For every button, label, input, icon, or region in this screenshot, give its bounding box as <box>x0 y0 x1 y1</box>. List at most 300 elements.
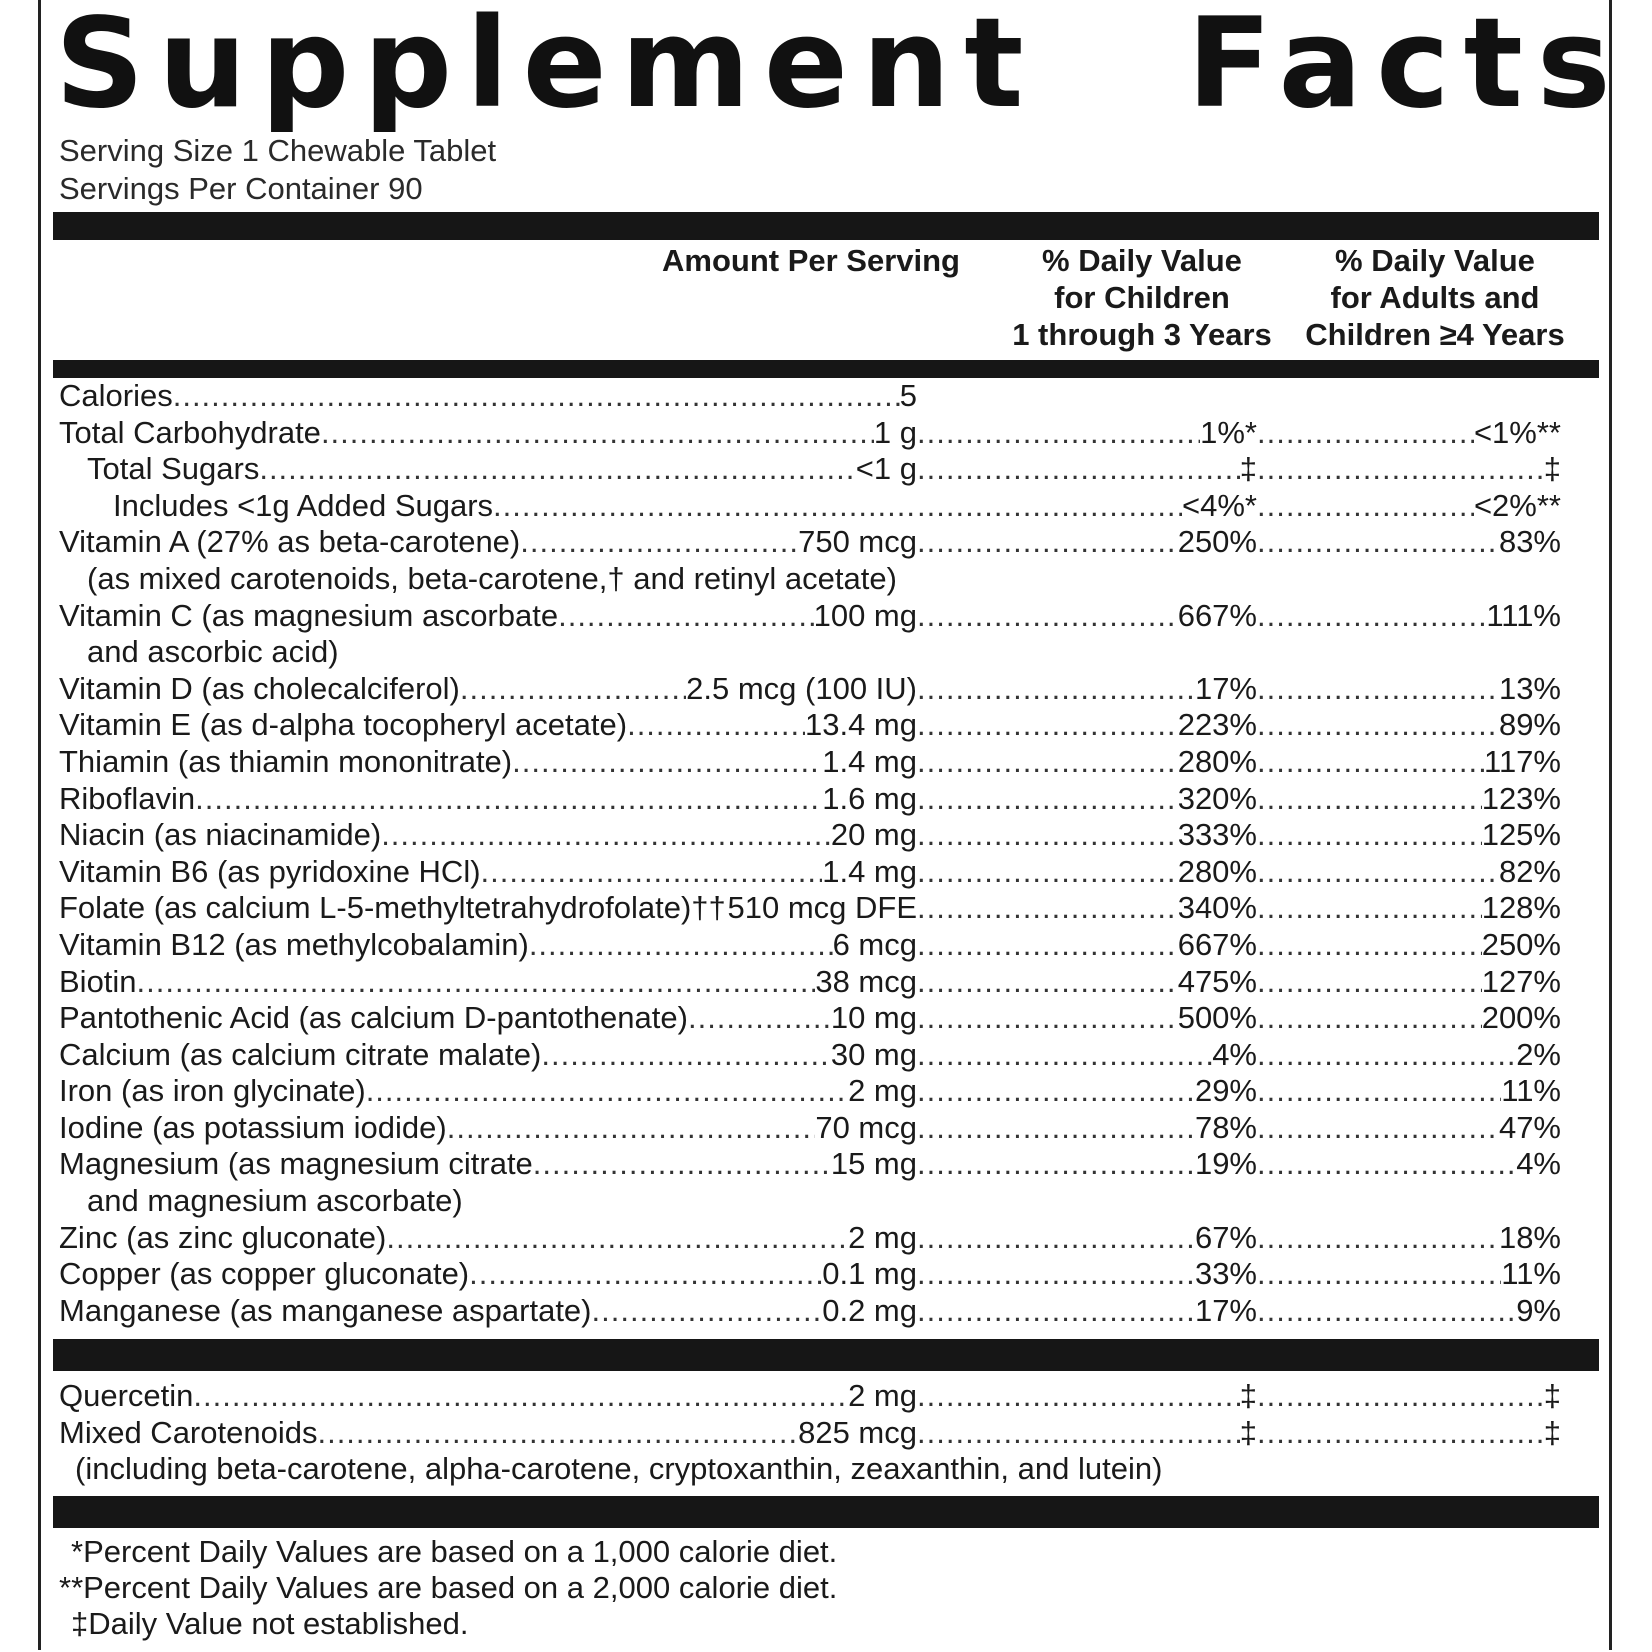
dv-children-value: ‡ <box>1239 1378 1257 1413</box>
leader-dots <box>381 817 831 854</box>
dv-children-value: 475% <box>1177 963 1257 999</box>
nutrient-cell <box>59 744 917 781</box>
dv-children-cell <box>917 817 1257 854</box>
dv-adults-value: 83% <box>1498 524 1561 560</box>
dv-adults-cell <box>1257 1000 1561 1037</box>
dv-adults-cell <box>1257 1220 1561 1257</box>
dv-adults-cell <box>1257 1110 1561 1147</box>
leader-dots <box>1257 854 1499 891</box>
table-row <box>59 781 1599 818</box>
dv-adults-value: 89% <box>1498 707 1561 743</box>
leader-dots <box>1257 524 1499 561</box>
leader-dots <box>917 854 1178 891</box>
nutrient-value: 750 mcg <box>798 524 917 560</box>
nutrient-value: 1.4 mg <box>822 743 917 779</box>
dv-adults-value: ‡ <box>1543 451 1561 487</box>
nutrient-value: 0.1 mg <box>822 1256 917 1292</box>
leader-dots <box>1257 488 1474 525</box>
nutrient-cell <box>59 781 917 818</box>
nutrient-name: Includes <1g Added Sugars <box>113 487 494 523</box>
nutrient-cell <box>59 1378 917 1415</box>
nutrient-cell <box>87 451 917 488</box>
leader-dots <box>917 707 1178 744</box>
header-dv-children-line3: 1 through 3 Years <box>1012 317 1272 352</box>
nutrient-name: Biotin <box>59 963 137 999</box>
leader-dots <box>1257 1037 1516 1074</box>
dv-children-cell <box>917 1000 1257 1037</box>
dv-adults-cell <box>1257 1415 1561 1452</box>
nutrient-table <box>59 378 1599 1329</box>
header-dv-adults <box>1285 242 1585 353</box>
table-row <box>59 415 1599 452</box>
leader-dots <box>321 415 874 452</box>
table-row <box>59 1256 1599 1293</box>
leader-dots <box>917 1037 1212 1074</box>
leader-dots <box>1257 415 1474 452</box>
leader-dots <box>469 1256 822 1293</box>
nutrient-name: Vitamin D (as cholecalciferol) <box>59 670 460 706</box>
dv-adults-cell <box>1257 1037 1561 1074</box>
nutrient-cell <box>59 854 917 891</box>
nutrient-cell <box>59 1220 917 1257</box>
dv-children-value: 67% <box>1194 1219 1257 1255</box>
leader-dots <box>917 1293 1195 1330</box>
dv-adults-cell <box>1257 1256 1561 1293</box>
nutrient-cell <box>59 890 917 927</box>
dv-adults-value: 18% <box>1498 1219 1561 1255</box>
dv-adults-value: 82% <box>1498 853 1561 889</box>
dv-children-cell <box>917 1378 1257 1415</box>
leader-dots <box>917 817 1178 854</box>
leader-dots <box>917 1073 1195 1110</box>
dv-adults-value: 117% <box>1484 743 1561 779</box>
footnote: *Percent Daily Values are based on a 1,000 calorie diet. <box>71 1534 838 1569</box>
leader-dots <box>1257 964 1482 1001</box>
nutrient-name: Folate (as calcium L-5-methyltetrahydrofolate)†† <box>59 890 726 926</box>
nutrient-cell <box>59 1037 917 1074</box>
dv-adults-cell <box>1257 890 1561 927</box>
serving-info <box>59 132 496 208</box>
row-continuation: and magnesium ascorbate) <box>87 1183 463 1219</box>
leader-dots <box>1257 451 1544 488</box>
dv-adults-cell <box>1257 927 1561 964</box>
dv-children-value: 17% <box>1194 1292 1257 1328</box>
table-row <box>59 1073 1599 1110</box>
nutrient-value: 1.6 mg <box>822 780 917 816</box>
table-row <box>59 378 1599 415</box>
thick-divider-bottom <box>53 1496 1599 1528</box>
nutrient-name: Iron (as iron glycinate) <box>59 1073 366 1109</box>
nutrient-cell <box>59 524 917 561</box>
title-word-facts: Facts <box>1187 0 1625 136</box>
dv-children-value: <4%* <box>1182 487 1257 523</box>
footnote: ‡Daily Value not established. <box>71 1606 469 1641</box>
dv-children-cell <box>917 1293 1257 1330</box>
dv-adults-value: <1%** <box>1473 414 1561 450</box>
dv-children-cell <box>917 707 1257 744</box>
nutrient-name: Vitamin C (as magnesium ascorbate <box>59 597 559 633</box>
nutrient-cell <box>59 1256 917 1293</box>
nutrient-cell <box>59 415 917 452</box>
table-row <box>59 1000 1599 1037</box>
dv-children-value: 19% <box>1194 1146 1257 1182</box>
dv-children-cell <box>917 1146 1257 1183</box>
leader-dots <box>173 378 900 415</box>
dv-adults-value: 2% <box>1516 1036 1561 1072</box>
dv-adults-value: 4% <box>1516 1146 1561 1182</box>
leader-dots <box>137 964 816 1001</box>
nutrient-name: Niacin (as niacinamide) <box>59 817 382 853</box>
nutrient-value: 0.2 mg <box>822 1292 917 1328</box>
dv-adults-cell <box>1257 524 1561 561</box>
nutrient-name: Riboflavin <box>59 780 196 816</box>
nutrient-cell <box>113 488 917 525</box>
table-row <box>59 1378 1599 1415</box>
leader-dots <box>366 1073 848 1110</box>
dv-children-value: 320% <box>1177 780 1257 816</box>
nutrient-name: Vitamin E (as d-alpha tocopheryl acetate) <box>59 707 628 743</box>
dv-adults-value: ‡ <box>1543 1378 1561 1413</box>
nutrient-name: Total Carbohydrate <box>59 414 321 450</box>
leader-dots <box>481 854 823 891</box>
nutrient-value: 30 mg <box>830 1036 917 1072</box>
dv-children-cell <box>917 964 1257 1001</box>
header-dv-adults-line1: % Daily Value <box>1335 243 1535 278</box>
leader-dots <box>917 1110 1195 1147</box>
dv-adults-cell <box>1257 1073 1561 1110</box>
dv-adults-value: 13% <box>1498 670 1561 706</box>
dv-adults-value: 200% <box>1481 1000 1561 1036</box>
table-row <box>59 561 1599 598</box>
leader-dots <box>512 744 822 781</box>
nutrient-cell <box>59 671 917 708</box>
dv-children-cell <box>917 1256 1257 1293</box>
dv-children-value: 340% <box>1177 890 1257 926</box>
thick-divider-header <box>53 360 1599 378</box>
leader-dots <box>1257 1293 1516 1330</box>
dv-adults-cell <box>1257 1146 1561 1183</box>
nutrient-cell <box>59 378 917 415</box>
leader-dots <box>195 781 822 818</box>
leader-dots <box>917 1415 1240 1452</box>
supplement-facts-panel <box>38 0 1625 1650</box>
leader-dots <box>1257 671 1499 708</box>
leader-dots <box>1257 707 1499 744</box>
dv-children-cell <box>917 1220 1257 1257</box>
dv-adults-value: 123% <box>1481 780 1561 816</box>
nutrient-value: 10 mg <box>830 1000 917 1036</box>
nutrient-name: Total Sugars <box>87 451 260 487</box>
dv-children-value: 500% <box>1177 1000 1257 1036</box>
dv-children-cell <box>917 927 1257 964</box>
nutrient-cell <box>59 817 917 854</box>
dv-children-value: 280% <box>1177 743 1257 779</box>
header-dv-children-line1: % Daily Value <box>1042 243 1242 278</box>
dv-children-value: 78% <box>1194 1109 1257 1145</box>
dv-children-value: 223% <box>1177 707 1257 743</box>
dv-adults-value: <2%** <box>1473 487 1561 523</box>
header-dv-adults-line3: Children ≥4 Years <box>1305 317 1565 352</box>
dv-adults-cell <box>1257 671 1561 708</box>
table-row <box>59 671 1599 708</box>
dv-children-value: ‡ <box>1239 1414 1257 1450</box>
nutrient-value: 20 mg <box>830 817 917 853</box>
dv-children-cell <box>917 890 1257 927</box>
dv-children-cell <box>917 415 1257 452</box>
leader-dots <box>917 451 1240 488</box>
header-dv-children <box>999 242 1285 353</box>
dv-adults-cell <box>1257 1293 1561 1330</box>
header-dv-adults-line2: for Adults and <box>1330 280 1540 315</box>
leader-dots <box>917 890 1178 927</box>
footnote: **Percent Daily Values are based on a 2,000 calorie diet. <box>59 1570 838 1605</box>
leader-dots <box>193 1378 848 1415</box>
header-amount-per-serving <box>661 242 961 279</box>
nutrient-value: 510 mcg DFE <box>727 890 917 926</box>
dv-children-value: 280% <box>1177 853 1257 889</box>
nutrient-value: 1.4 mg <box>822 853 917 889</box>
leader-dots <box>917 781 1178 818</box>
dv-adults-cell <box>1257 707 1561 744</box>
leader-dots <box>1257 1000 1482 1037</box>
nutrient-value: 825 mcg <box>798 1414 917 1450</box>
nutrient-value: 2 mg <box>848 1073 917 1109</box>
leader-dots <box>447 1110 816 1147</box>
dv-children-cell <box>917 854 1257 891</box>
leader-dots <box>1257 817 1482 854</box>
nutrient-value: 2 mg <box>848 1378 917 1413</box>
nutrient-cell <box>59 1415 917 1452</box>
leader-dots <box>558 598 814 635</box>
nutrient-name: Zinc (as zinc gluconate) <box>59 1219 387 1255</box>
nutrient-cell <box>59 1073 917 1110</box>
leader-dots <box>688 1000 831 1037</box>
row-continuation: and ascorbic acid) <box>87 634 339 670</box>
leader-dots <box>917 488 1182 525</box>
dv-adults-cell <box>1257 598 1561 635</box>
dv-adults-value: 127% <box>1481 963 1561 999</box>
table-row <box>59 1110 1599 1147</box>
thick-divider-top <box>53 212 1599 240</box>
leader-dots <box>917 1256 1195 1293</box>
nutrient-value: 100 mg <box>813 597 917 633</box>
leader-dots <box>917 1146 1195 1183</box>
nutrient-cell <box>59 1293 917 1330</box>
leader-dots <box>259 451 855 488</box>
dv-children-value: 250% <box>1177 524 1257 560</box>
dv-children-cell <box>917 744 1257 781</box>
dv-adults-value: 47% <box>1498 1109 1561 1145</box>
leader-dots <box>1257 890 1482 927</box>
nutrient-value: 2 mg <box>848 1219 917 1255</box>
dv-children-value: 29% <box>1194 1073 1257 1109</box>
dv-adults-value: 11% <box>1501 1256 1561 1292</box>
dv-children-value: 17% <box>1194 670 1257 706</box>
nutrient-value: 1 g <box>873 414 917 450</box>
leader-dots <box>533 1146 831 1183</box>
dv-children-value: 667% <box>1177 926 1257 962</box>
table-row <box>59 817 1599 854</box>
page-title <box>55 0 1625 136</box>
nutrient-value: 70 mcg <box>815 1109 917 1145</box>
leader-dots <box>529 927 833 964</box>
dv-children-cell <box>917 524 1257 561</box>
leader-dots <box>386 1220 848 1257</box>
leader-dots <box>627 707 805 744</box>
leader-dots <box>917 598 1178 635</box>
serving-size: Serving Size 1 Chewable Tablet <box>59 133 497 168</box>
title-word-supplement: Supplement <box>55 0 1038 136</box>
dv-adults-cell <box>1257 1378 1561 1415</box>
leader-dots <box>1257 1256 1501 1293</box>
leader-dots <box>917 671 1195 708</box>
nutrient-cell <box>59 1110 917 1147</box>
dv-adults-cell <box>1257 817 1561 854</box>
dv-adults-cell <box>1257 964 1561 1001</box>
dv-children-cell <box>917 1110 1257 1147</box>
dv-children-value: 33% <box>1194 1256 1257 1292</box>
nutrient-name: Vitamin B6 (as pyridoxine HCl) <box>59 853 481 889</box>
leader-dots <box>1257 598 1486 635</box>
leader-dots <box>917 744 1178 781</box>
leader-dots <box>1257 927 1482 964</box>
dv-children-cell <box>917 781 1257 818</box>
table-row <box>59 744 1599 781</box>
nutrient-cell <box>59 1146 917 1183</box>
nutrient-value: 6 mcg <box>832 926 917 962</box>
dv-children-cell <box>917 1415 1257 1452</box>
dv-adults-value: ‡ <box>1543 1414 1561 1450</box>
nutrient-cell <box>59 1000 917 1037</box>
leader-dots <box>493 488 917 525</box>
leader-dots <box>917 927 1178 964</box>
dv-children-value: 333% <box>1177 817 1257 853</box>
table-row <box>59 598 1599 635</box>
leader-dots <box>917 524 1178 561</box>
servings-per-container: Servings Per Container 90 <box>59 171 423 206</box>
thick-divider-middle <box>53 1339 1599 1371</box>
nutrient-name: Iodine (as potassium iodide) <box>59 1109 447 1145</box>
leader-dots <box>917 1000 1178 1037</box>
nutrient-name: Calcium (as calcium citrate malate) <box>59 1036 542 1072</box>
nutrient-name: Thiamin (as thiamin mononitrate) <box>59 743 513 779</box>
table-row <box>59 854 1599 891</box>
leader-dots <box>1257 1110 1499 1147</box>
leader-dots <box>592 1293 823 1330</box>
nutrient-name: Vitamin A (27% as beta-carotene) <box>59 524 521 560</box>
nutrient-name: Vitamin B12 (as methylcobalamin) <box>59 926 529 962</box>
leader-dots <box>1257 1073 1501 1110</box>
leader-dots <box>317 1415 798 1452</box>
dv-adults-value: 250% <box>1481 926 1561 962</box>
table-row <box>59 890 1599 927</box>
nutrient-name: Calories <box>59 378 173 413</box>
dv-adults-cell <box>1257 854 1561 891</box>
nutrient-name: Manganese (as manganese aspartate) <box>59 1292 592 1328</box>
dv-children-value: ‡ <box>1239 451 1257 487</box>
table-row <box>59 707 1599 744</box>
table-row <box>59 634 1599 671</box>
dv-adults-value: 111% <box>1486 597 1561 633</box>
leader-dots <box>917 964 1178 1001</box>
nutrient-name: Copper (as copper gluconate) <box>59 1256 470 1292</box>
dv-adults-value: 128% <box>1481 890 1561 926</box>
dv-adults-value: 11% <box>1501 1073 1561 1109</box>
dv-children-cell <box>917 598 1257 635</box>
dv-children-cell <box>917 488 1257 525</box>
nutrient-value: <1 g <box>855 451 917 487</box>
dv-adults-cell <box>1257 744 1561 781</box>
leader-dots <box>1257 1378 1544 1415</box>
dv-adults-value: 9% <box>1516 1292 1561 1328</box>
dv-children-cell <box>917 1037 1257 1074</box>
leader-dots <box>1257 1415 1544 1452</box>
nutrient-value: 2.5 mcg (100 IU) <box>686 670 917 706</box>
table-row <box>59 1037 1599 1074</box>
leader-dots <box>1257 744 1484 781</box>
nutrient-name: Pantothenic Acid (as calcium D-pantothenate) <box>59 1000 688 1036</box>
dv-children-cell <box>917 671 1257 708</box>
table-row <box>59 1146 1599 1183</box>
dv-children-value: 1%* <box>1200 414 1257 450</box>
table-row <box>59 1415 1599 1452</box>
nutrient-name: Mixed Carotenoids <box>59 1414 318 1450</box>
table-row <box>59 524 1599 561</box>
row-continuation: (including beta-carotene, alpha-carotene, cryptoxanthin, zeaxanthin, and lutein) <box>75 1451 1163 1487</box>
dv-adults-cell <box>1257 451 1561 488</box>
dv-adults-cell <box>1257 488 1561 525</box>
nutrient-cell <box>59 707 917 744</box>
nutrient-cell <box>59 598 917 635</box>
row-continuation: (as mixed carotenoids, beta-carotene,† and retinyl acetate) <box>87 560 897 596</box>
nutrient-value: 13.4 mg <box>804 707 917 743</box>
leader-dots <box>1257 1146 1516 1183</box>
table-row <box>59 1220 1599 1257</box>
other-ingredients-table <box>59 1378 1599 1488</box>
nutrient-name: Quercetin <box>59 1378 194 1413</box>
table-row <box>59 451 1599 488</box>
nutrient-value: 5 <box>899 378 917 413</box>
nutrient-name: Magnesium (as magnesium citrate <box>59 1146 533 1182</box>
dv-children-value: 667% <box>1177 597 1257 633</box>
table-row <box>59 488 1599 525</box>
dv-adults-cell <box>1257 781 1561 818</box>
table-row <box>59 964 1599 1001</box>
leader-dots <box>1257 1220 1499 1257</box>
nutrient-cell <box>59 927 917 964</box>
nutrient-value: 38 mcg <box>815 963 917 999</box>
leader-dots <box>917 1220 1195 1257</box>
leader-dots <box>1257 781 1482 818</box>
nutrient-value: 15 mg <box>830 1146 917 1182</box>
dv-adults-cell <box>1257 415 1561 452</box>
leader-dots <box>917 1378 1240 1415</box>
table-row <box>59 927 1599 964</box>
leader-dots <box>460 671 686 708</box>
footnotes <box>59 1534 837 1642</box>
leader-dots <box>520 524 798 561</box>
table-row <box>59 1183 1599 1220</box>
leader-dots <box>541 1037 830 1074</box>
dv-children-cell <box>917 1073 1257 1110</box>
table-row <box>59 1293 1599 1330</box>
leader-dots <box>917 415 1200 452</box>
header-dv-children-line2: for Children <box>1054 280 1230 315</box>
dv-children-cell <box>917 451 1257 488</box>
dv-adults-value: 125% <box>1481 817 1561 853</box>
header-amount-label: Amount Per Serving <box>662 243 960 278</box>
table-row <box>59 1451 1599 1488</box>
